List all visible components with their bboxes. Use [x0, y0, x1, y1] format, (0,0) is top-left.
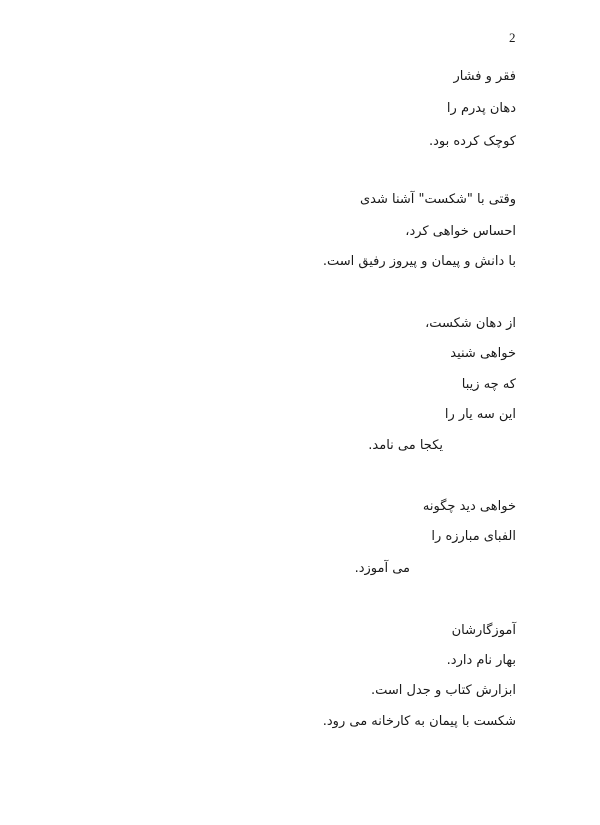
poem-line: این سه یار را [444, 407, 516, 422]
page-number: 2 [509, 30, 516, 45]
poem-line: وقتی با "شکست" آشنا شدی [359, 192, 516, 207]
poem-line: که چه زیبا [461, 377, 516, 392]
poem-line: ابزارش کتاب و جدل است. [371, 683, 516, 698]
poem-line: آموزگارشان [451, 623, 516, 638]
poem-line: فقر و فشار [453, 69, 516, 84]
poem-line: با دانش و پیمان و پیروز رفیق است. [322, 254, 516, 269]
poem-line: شکست با پیمان به کارخانه می رود. [322, 714, 516, 729]
poem-line: الفبای مبارزه را [431, 529, 516, 544]
poem-line: بهار نام دارد. [446, 653, 516, 668]
poem-line: یکجا می نامد. [368, 438, 443, 453]
poem-line: از دهان شکست، [425, 316, 516, 331]
poem-line: دهان پدرم را [446, 101, 516, 116]
poem-line: احساس خواهی کرد، [405, 224, 516, 239]
poem-line: می آموزد. [354, 561, 410, 576]
poem-line: خواهی شنید [450, 346, 516, 361]
poem-line: خواهی دید چگونه [422, 499, 516, 514]
poem-line: کوچک کرده بود. [428, 134, 516, 149]
